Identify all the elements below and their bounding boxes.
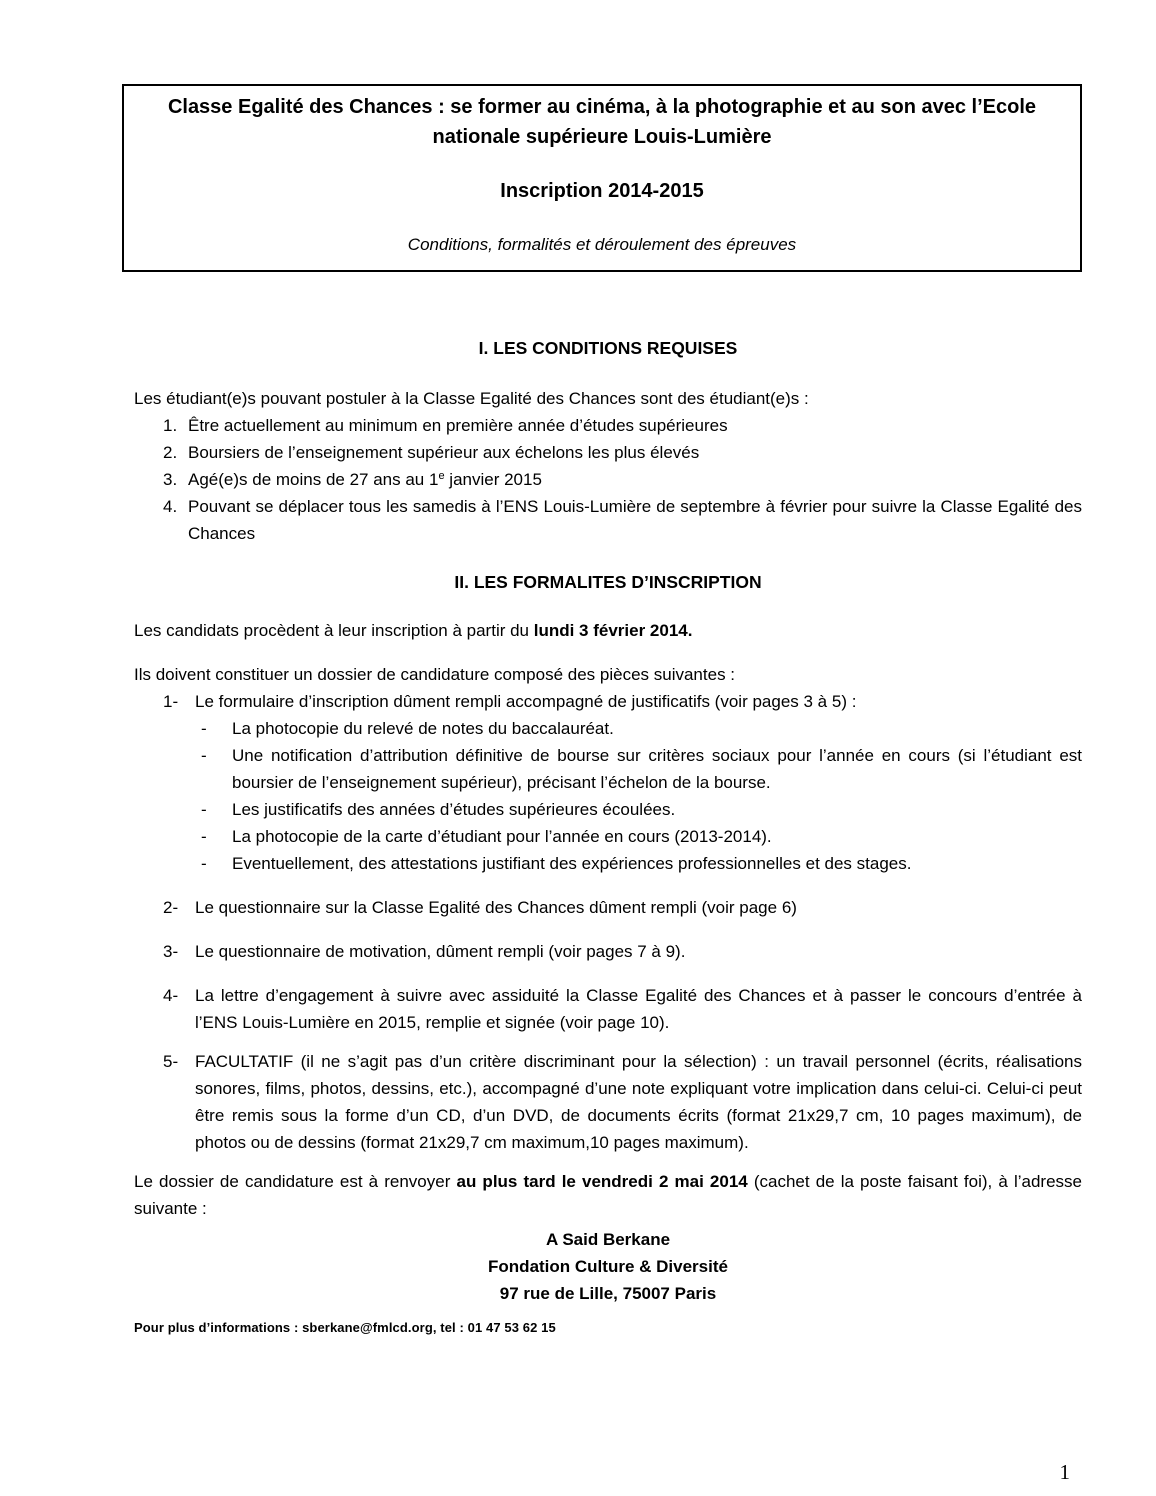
- item-number: 2.: [163, 443, 178, 462]
- item-text: Pouvant se déplacer tous les samedis à l’ENS Louis-Lumière de septembre à février pour suivre la Classe Egalité des Chances: [188, 497, 1082, 543]
- dossier-subitem-2: [134, 742, 1082, 796]
- contact-info: Pour plus d’informations : sberkane@fmlcd.org, tel : 01 47 53 62 15: [134, 1320, 556, 1335]
- dossier-item-4: [134, 982, 1082, 1036]
- item-number: 4-: [163, 986, 179, 1005]
- dash-marker: -: [201, 746, 207, 765]
- dash-marker: -: [201, 800, 207, 819]
- item-number: 5-: [163, 1052, 179, 1071]
- page-number: 1: [1059, 1460, 1070, 1484]
- item-text: [188, 466, 1082, 493]
- closing-deadline: au plus tard le vendredi 2 mai 2014: [456, 1172, 748, 1191]
- closing-pre: Le dossier de candidature est à renvoyer: [134, 1172, 457, 1191]
- superscript-e: e: [438, 470, 445, 482]
- item-number: 3.: [163, 470, 178, 489]
- dossier-item-1: [134, 688, 1082, 715]
- item-number: 2-: [163, 898, 179, 917]
- dossier-subitem-1: [134, 715, 1082, 742]
- dossier-item-2: [134, 894, 1082, 921]
- item-text: Être actuellement au minimum en première année d’études supérieures: [188, 416, 728, 435]
- address-recipient: A Said Berkane: [545, 1230, 671, 1249]
- section-1-intro: Les étudiant(e)s pouvant postuler à la Classe Egalité des Chances sont des étudiant(e)s :: [134, 389, 809, 408]
- closing-post: (cachet de la poste faisant foi), à l’adresse suivante :: [134, 1172, 1082, 1218]
- item-text-pre: Agé(e)s de moins de 27 ans au 1: [188, 470, 439, 489]
- subitem-text: Les justificatifs des années d’études supérieures écoulées.: [232, 800, 676, 819]
- subitem-text: La photocopie de la carte d’étudiant pour l’année en cours (2013-2014).: [232, 827, 772, 846]
- dossier-subitem-3: [134, 796, 1082, 823]
- item-text: Le questionnaire de motivation, dûment rempli (voir pages 7 à 9).: [195, 942, 686, 961]
- condition-item-1: [134, 412, 1082, 439]
- header-box: [122, 84, 1082, 272]
- document-title: Classe Egalité des Chances : se former au cinéma, à la photographie et au son avec l’Ecole nationale supérieure Louis-Lumière: [167, 96, 1037, 148]
- item-text-post: janvier 2015: [444, 470, 542, 489]
- registration-paragraph: [134, 617, 1082, 644]
- document-subtitle: Inscription 2014-2015: [500, 180, 704, 202]
- section-1-heading: I. LES CONDITIONS REQUISES: [478, 338, 738, 358]
- dossier-subitem-4: [134, 823, 1082, 850]
- condition-item-2: [134, 439, 1082, 466]
- subitem-text: Une notification d’attribution définitive de bourse sur critères sociaux pour l’année en cours (si l’étudiant est boursier de l’enseignement supérieur), précisant l’échelon de la bourse.: [232, 746, 1082, 792]
- item-number: 1-: [163, 692, 179, 711]
- item-number: 1.: [163, 416, 178, 435]
- registration-text: Les candidats procèdent à leur inscription à partir du: [134, 621, 534, 640]
- closing-paragraph: [134, 1168, 1082, 1222]
- item-text: La lettre d’engagement à suivre avec assiduité la Classe Egalité des Chances et à passer le concours d’entrée à l’ENS Louis-Lumière en 2015, remplie et signée (voir page 10).: [195, 986, 1082, 1032]
- item-text: Le formulaire d’inscription dûment rempli accompagné de justificatifs (voir pages 3 à 5) :: [195, 692, 857, 711]
- item-text: Boursiers de l’enseignement supérieur aux échelons les plus élevés: [188, 443, 700, 462]
- section-2-heading: II. LES FORMALITES D’INSCRIPTION: [454, 572, 762, 592]
- dash-marker: -: [201, 719, 207, 738]
- condition-item-4: [134, 493, 1082, 547]
- address-street: 97 rue de Lille, 75007 Paris: [499, 1284, 717, 1303]
- dossier-subitem-5: [134, 850, 1082, 877]
- address-block: [134, 1226, 1082, 1307]
- item-number: 3-: [163, 942, 179, 961]
- subitem-text: La photocopie du relevé de notes du baccalauréat.: [232, 719, 614, 738]
- item-text: FACULTATIF (il ne s’agit pas d’un critère discriminant pour la sélection) : un travail personnel (écrits, réalisations sonores, films, photos, dessins, etc.), accompagné d’une note expliquant votre implication dans celui-ci. Celui-ci peut être remis sous la forme d’un CD, d’un DVD, de documents écrits (format 21x29,7 cm, 10 pages maximum), de photos ou de dessins (format 21x29,7 cm maximum,10 pages maximum).: [195, 1052, 1082, 1152]
- dossier-paragraph: Ils doivent constituer un dossier de candidature composé des pièces suivantes :: [134, 665, 736, 684]
- dash-marker: -: [201, 827, 207, 846]
- address-organization: Fondation Culture & Diversité: [488, 1257, 728, 1276]
- dossier-item-3: [134, 938, 1082, 965]
- subitem-text: Eventuellement, des attestations justifiant des expériences professionnelles et des stages.: [232, 854, 912, 873]
- condition-item-3: [134, 466, 1082, 493]
- document-tagline: Conditions, formalités et déroulement des épreuves: [407, 235, 797, 254]
- registration-deadline: lundi 3 février 2014.: [533, 621, 693, 640]
- item-number: 4.: [163, 497, 178, 516]
- dossier-item-5: [134, 1048, 1082, 1156]
- dash-marker: -: [201, 854, 207, 873]
- item-text: Le questionnaire sur la Classe Egalité des Chances dûment rempli (voir page 6): [195, 898, 797, 917]
